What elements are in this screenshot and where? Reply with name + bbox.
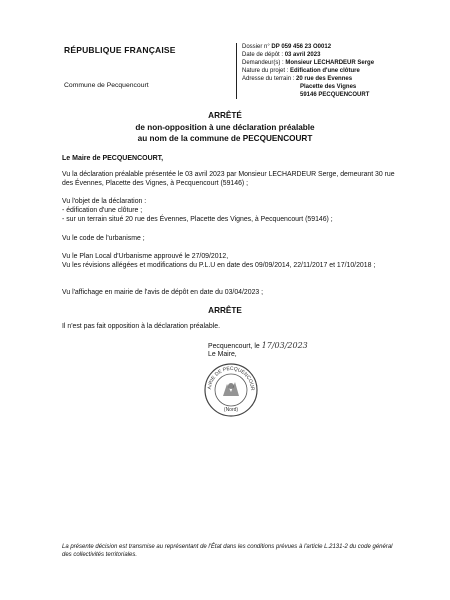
object-intro: Vu l'objet de la déclaration : (62, 198, 147, 205)
deposit-date-row (242, 51, 411, 59)
land-address-label: Adresse du terrain : (242, 76, 295, 82)
project-nature-label: Nature du projet : (242, 68, 289, 74)
document-subtitle-2: au nom de la commune de PECQUENCOURT (137, 134, 313, 143)
paragraph-code: Vu le code de l'urbanisme ; (62, 235, 145, 242)
land-address-value: 20 rue des Evennes (296, 76, 353, 82)
dossier-number-row (242, 43, 411, 51)
paragraph-affichage: Vu l'affichage en mairie de l'avis de dépôt en date du 03/04/2023 ; (62, 289, 264, 296)
dossier-number-label: Dossier n° (242, 44, 270, 50)
stamp-bottom-text: (Nord) (223, 407, 239, 413)
object-item-2: - sur un terrain situé 20 rue des Évennes, Placette des Vignes, à Pecquencourt (59146) ; (62, 216, 333, 223)
paragraph-revisions: Vu les révisions allégées et modifications du P.L.U en date des 09/09/2014, 22/11/2017 et 17/10/2018 ; (62, 262, 376, 269)
dossier-number-value: DP 059 456 23 O0012 (271, 44, 332, 50)
signature-place-date (208, 341, 308, 350)
land-address-line3 (242, 91, 411, 99)
paragraph-declaration: Vu la déclaration préalable présentée le 03 avril 2023 par Monsieur LECHARDEUR Serge, demeurant 30 rue des Évennes, Placette des Vignes, à Pecquencourt (59146) ; (62, 171, 395, 187)
commune-label: Commune de Pecquencourt (64, 82, 149, 89)
legal-footer: La présente décision est transmise au représentant de l'État dans les conditions prévues à l'article L.2131-2 du code général des collectivités territoriales. (62, 544, 393, 558)
deposit-date-label: Date de dépôt : (242, 52, 284, 58)
document-subtitle-1: de non-opposition à une déclaration préalable (135, 123, 315, 132)
mairie-stamp (203, 362, 259, 418)
signature-title: Le Maire, (208, 351, 237, 358)
document-title: ARRÊTÉ (208, 111, 242, 120)
object-item-1: - édification d'une clôture ; (62, 207, 143, 214)
decision-text: Il n'est pas fait opposition à la déclaration préalable. (62, 323, 220, 330)
republique-francaise-heading: RÉPUBLIQUE FRANÇAISE (64, 45, 176, 55)
land-address-value-2: Placette des Vignes (300, 84, 357, 90)
deposit-date-value: 03 avril 2023 (284, 52, 321, 58)
applicant-row (242, 59, 411, 67)
maire-heading: Le Maire de PECQUENCOURT, (62, 155, 164, 162)
project-nature-row (242, 67, 411, 75)
land-address-line2 (242, 83, 411, 91)
project-nature-value: Edification d'une clôture (290, 68, 360, 74)
applicant-label: Demandeur(s) : (242, 60, 284, 66)
dossier-info-box (236, 43, 411, 99)
stamp-top-text: AIRIE DE PECQUENCOUR (206, 365, 256, 391)
land-address-value-3: 59146 PECQUENCOURT (300, 92, 370, 98)
paragraph-plu: Vu le Plan Local d'Urbanisme approuvé le 27/09/2012, (62, 253, 229, 260)
applicant-value: Monsieur LECHARDEUR Serge (285, 60, 375, 66)
handwritten-date: 17/03/2023 (261, 341, 308, 350)
land-address-row (242, 75, 411, 83)
signature-place: Pecquencourt, le (208, 343, 260, 350)
paragraph-object (62, 197, 400, 224)
arrete-heading: ARRÊTE (208, 306, 242, 315)
